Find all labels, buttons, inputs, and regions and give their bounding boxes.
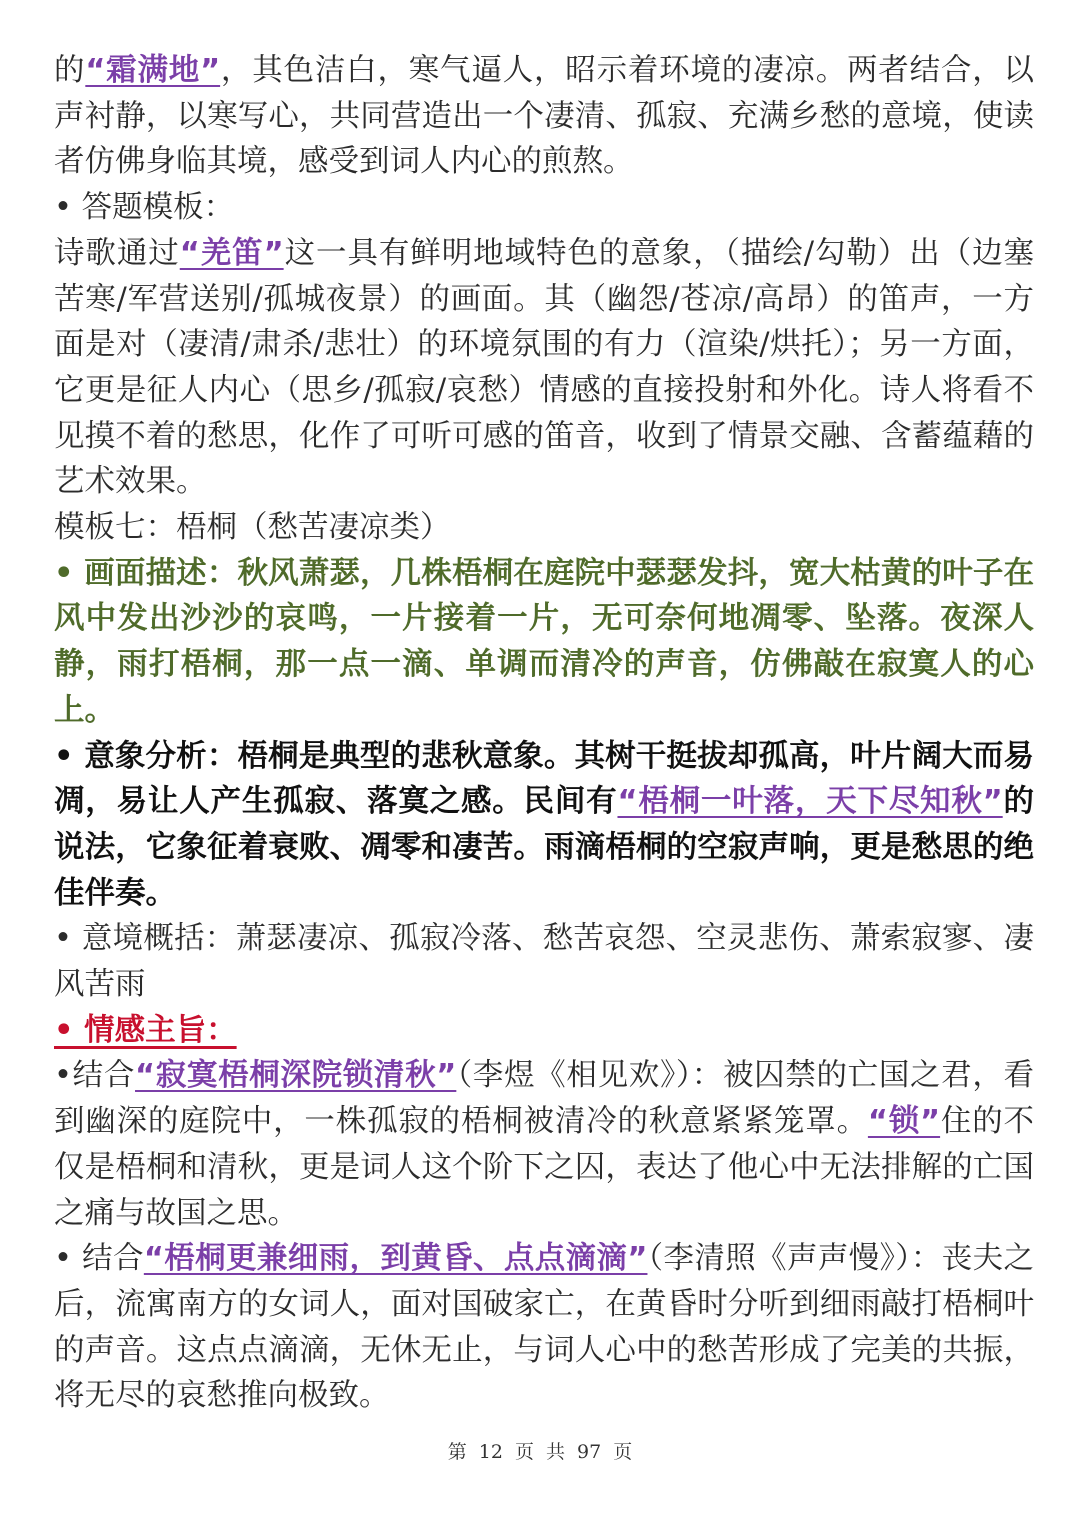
text: （李煜《相见欢》）：被囚禁的亡国之君，看到幽深的庭院中，一株孤寂的梧桐被清冷的秋意紧紧笼罩。 [54, 1058, 1035, 1140]
image-analysis [54, 734, 1034, 917]
text: • 意象分析：梧桐是典型的悲秋意象。其树干挺拔却孤高，叶片阔大而易凋，易让人产生孤寂、落寞之感。民间有 [54, 738, 1034, 820]
section-title: 模板七：梧桐（愁苦凄凉类） [54, 510, 451, 546]
text: 住的不仅是梧桐和清秋，更是词人这个阶下之囚，表达了他心中无法排解的亡国之痛与故国之思。 [54, 1104, 1035, 1231]
text: 这一具有鲜明地域特色的意象，（描绘/勾勒）出（边塞苦寒/军营送别/孤城夜景）的画面。其（幽怨/苍凉/高昂）的笛声，一方面是对（凄清/肃杀/悲壮）的环境氛围的有力（渲染/烘托）；另一方面，它更是征人内心（思乡/孤寂/哀愁）情感的直接投射和外化。诗人将看不见摸不着的愁思，化作了可听可感的笛音，收到了情景交融、含蓄蕴藉的艺术效果。 [54, 235, 1035, 500]
text: 的说法，它象征着衰败、凋零和凄苦。雨滴梧桐的空寂声响，更是愁思的绝佳伴奏。 [54, 784, 1035, 911]
highlight-quote-wutong: “梧桐一叶落，天下尽知秋” [617, 784, 1003, 820]
document-body [54, 48, 1034, 1419]
page-footer: 第 12 页 共 97 页 [447, 1441, 633, 1463]
example-li-qingzhao [54, 1236, 1034, 1419]
mood-summary: • 意境概括：萧瑟凄凉、孤寂冷落、愁苦哀怨、空灵悲伤、萧索寂寥、凄风苦雨 [54, 921, 1034, 1003]
highlight-quote-li-qingzhao: “梧桐更兼细雨，到黄昏、点点滴滴” [143, 1241, 648, 1277]
text: （李清照《声声慢》）：丧夫之后，流寓南方的女词人，面对国破家亡，在黄昏时分听到细雨敲打梧桐叶的声音。这点点滴滴，无休无止，与词人心中的愁苦形成了完美的共振，将无尽的哀愁推向极致。 [54, 1241, 1035, 1414]
highlight-quote-shuang-man-di: “霜满地” [85, 53, 221, 88]
highlight-quote-li-yu: “寂寞梧桐深院锁清秋” [135, 1058, 457, 1094]
template-label: • 答题模板： [54, 190, 235, 226]
highlight-quote-qiang-di: “羌笛” [179, 235, 284, 271]
emotion-heading: • 情感主旨： [54, 1012, 237, 1048]
highlight-suo: “锁” [867, 1104, 941, 1140]
text: 的 [54, 53, 86, 88]
scene-description: • 画面描述：秋风萧瑟，几株梧桐在庭院中瑟瑟发抖，宽大枯黄的叶子在风中发出沙沙的哀鸣，一片接着一片，无可奈何地凋零、坠落。夜深人静，雨打梧桐，那一点一滴、单调而清冷的声音，仿佛敲在寂寞人的心上。 [54, 555, 1034, 728]
emotion-heading-line [54, 1008, 1034, 1054]
text: 诗歌通过 [54, 235, 180, 271]
paragraph-answer-template [54, 231, 1034, 505]
example-li-yu [54, 1053, 1034, 1236]
text: • 结合 [54, 1241, 144, 1277]
text: •结合 [54, 1058, 136, 1094]
text: ，其色洁白，寒气逼人，昭示着环境的凄凉。两者结合，以声衬静，以寒写心，共同营造出一个凄清、孤寂、充满乡愁的意境，使读者仿佛身临其境，感受到词人内心的煎熬。 [54, 53, 1035, 180]
paragraph-conclusion [54, 48, 1034, 185]
